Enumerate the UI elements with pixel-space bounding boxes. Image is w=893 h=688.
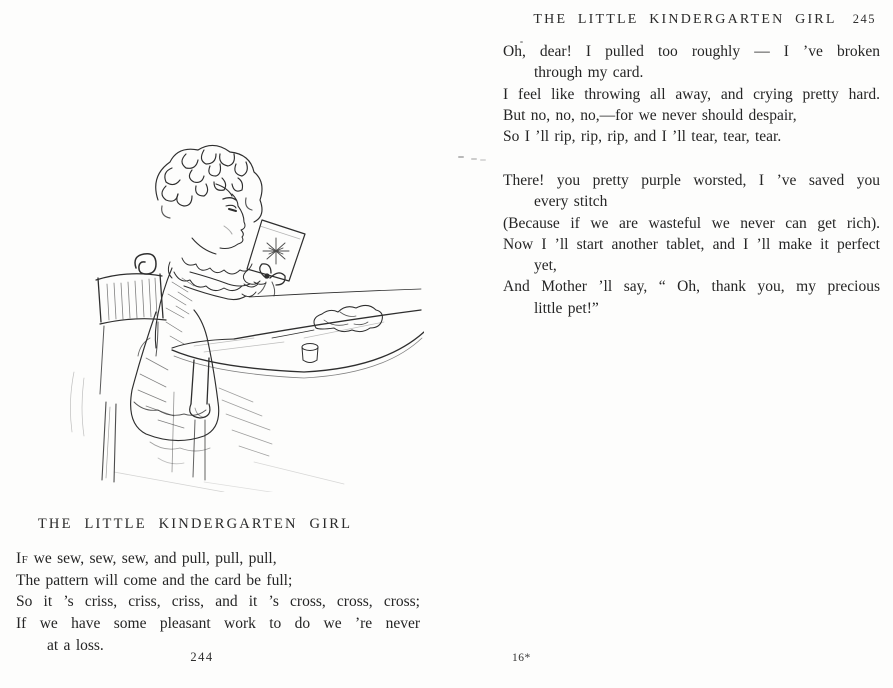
- girl-sewing-sketch-svg: [54, 142, 424, 492]
- poem-line: So it ’s criss, criss, criss, and it ’s cross, cross, cross;: [16, 593, 420, 611]
- sewing-card-sketch: [247, 220, 305, 281]
- poem-line: And Mother ’ll say, “ Oh, thank you, my precious: [503, 278, 880, 296]
- illustration-girl-sewing: [54, 142, 424, 492]
- poem-line: Oh, dear! I pulled too roughly — I ’ve broken: [503, 43, 880, 60]
- scan-speck: [458, 156, 464, 158]
- lead-word: If: [16, 550, 29, 567]
- poem-stanza-2: [503, 41, 880, 147]
- poem-line: I feel like throwing all away, and crying pretty hard.: [503, 85, 880, 103]
- poem-line: yet,: [534, 257, 557, 275]
- scan-speck: [520, 41, 523, 43]
- poem-line: There! you pretty purple worsted, I ’ve saved you: [503, 172, 880, 189]
- poem-line: The pattern will come and the card be full;: [16, 571, 293, 589]
- poem-stanza-opening: [16, 548, 420, 657]
- table-sketch: [172, 310, 424, 480]
- poem-line: [16, 548, 420, 570]
- poem-line: at a loss.: [47, 636, 104, 654]
- poem-line: But no, no, no,—for we never should despair,: [503, 106, 797, 124]
- poem-line: Now I ’ll start another tablet, and I ’ll make it perfect: [503, 235, 880, 253]
- page-number-right: 245: [852, 12, 876, 26]
- page-number-left: 244: [190, 650, 214, 664]
- skirt-sketch: [131, 310, 219, 472]
- poem-stanza-3: [503, 170, 880, 319]
- running-head-title: THE LITTLE KINDERGARTEN GIRL: [533, 12, 837, 27]
- girl-face-sketch: [192, 194, 245, 254]
- chair-sketch: [70, 254, 166, 482]
- thimble-sketch: [302, 344, 318, 363]
- poem-title: THE LITTLE KINDERGARTEN GIRL: [37, 516, 353, 532]
- poem-line: (Because if we are wasteful we never can get rich).: [503, 214, 880, 232]
- poem-line: every stitch: [534, 193, 608, 211]
- poem-line: So I ’ll rip, rip, rip, and I ’ll tear, tear, tear.: [503, 128, 782, 146]
- poem-line: little pet!”: [534, 299, 599, 317]
- running-head: [500, 12, 882, 32]
- signature-mark: 16*: [512, 652, 531, 664]
- poem-line: through my card.: [534, 64, 644, 82]
- poem-line-text: we sew, sew, sew, and pull, pull, pull,: [33, 550, 277, 567]
- right-page: [500, 0, 882, 688]
- girl-hair-sketch: [156, 145, 262, 222]
- floor-shading-sketch: [114, 462, 344, 492]
- poem-line: If we have some pleasant work to do we ’re never: [16, 615, 420, 633]
- left-page: [16, 0, 422, 688]
